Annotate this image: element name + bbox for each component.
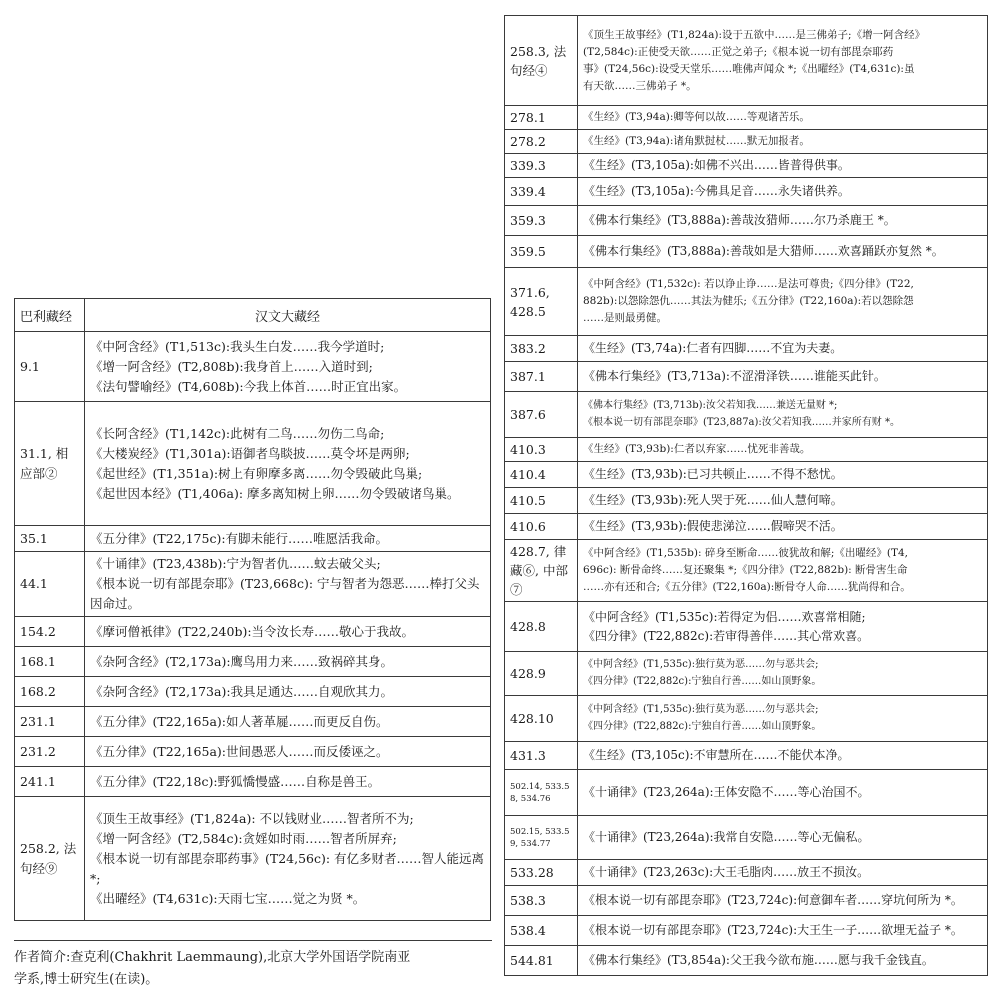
table-row: [505, 742, 988, 770]
table-row: [15, 767, 491, 797]
table-row: [505, 178, 988, 206]
parallel-text-line: 《佛本行集经》(T3,713a):不涩滑泽铁……谁能买此针。: [583, 369, 886, 383]
chinese-parallels: [85, 552, 491, 617]
pali-reference: 538.4: [505, 916, 578, 946]
parallel-text-line: 《生经》(T3,74a):仁者有四脚……不宜为夫妻。: [583, 341, 843, 355]
chinese-parallels: [85, 737, 491, 767]
table-row: [505, 438, 988, 462]
pali-reference: 154.2: [15, 617, 85, 647]
pali-reference: 35.1: [15, 526, 85, 552]
chinese-parallels: [578, 770, 988, 816]
parallel-text-line: 《四分律》(T22,882c):若审得善伴……其心常欢喜。: [583, 628, 870, 643]
pali-reference: 258.2, 法句经⑨: [15, 797, 85, 921]
table-row: [505, 860, 988, 886]
table-row: [505, 106, 988, 130]
pali-reference: 359.3: [505, 206, 578, 236]
parallel-text-line: 《根本说一切有部毘奈耶》(T23,724c):何意御车者……穿坑何所为 *。: [583, 893, 963, 907]
author-note: [14, 940, 492, 991]
parallel-text-line: 《五分律》(T22,165a):世间愚恶人……而反倭诬之。: [90, 743, 389, 759]
chinese-parallels: [85, 647, 491, 677]
parallel-text-line: 《五分律》(T22,175c):有脚未能行……唯愿活我命。: [90, 530, 389, 546]
pali-reference: 410.4: [505, 462, 578, 488]
chinese-parallels: [578, 268, 988, 336]
parallel-text-line: 《起世因本经》(T1,406a): 摩多离知树上卵……勿令毁破诸鸟巢。: [90, 485, 460, 501]
pali-reference: 410.3: [505, 438, 578, 462]
pali-reference: 538.3: [505, 886, 578, 916]
pali-reference: 278.1: [505, 106, 578, 130]
table-row: [15, 677, 491, 707]
parallel-text-line: 《五分律》(T22,165a):如人著革屣……而更反自伤。: [90, 713, 389, 729]
chinese-parallels: [578, 696, 988, 742]
table-row: [505, 154, 988, 178]
chinese-parallels: [578, 488, 988, 514]
chinese-parallels: [578, 106, 988, 130]
parallel-text-line: 《中阿含经》(T1,535b): 碎身至断命……彼犹故和解;《出曜经》(T4,: [583, 547, 909, 559]
parallel-text-line: 《顶生王故事经》(T1,824a): 不以钱财业……智者所不为;: [90, 810, 414, 826]
table-row: [505, 540, 988, 602]
parallel-text-line: 《中阿含经》(T1,535c):独行莫为恶……勿与恶共会;: [583, 659, 819, 670]
chinese-parallels: [85, 797, 491, 921]
parallel-text-line: ……亦有还和合;《五分律》(T22,160a):断骨夺人命……犹尚得和合。: [583, 581, 911, 593]
chinese-parallels: [578, 916, 988, 946]
table-row: [505, 916, 988, 946]
pali-reference: 31.1, 相应部②: [15, 402, 85, 526]
parallel-text-line: 《大楼炭经》(T1,301a):语御者鸟睒披……莫令坏是两卵;: [90, 445, 410, 461]
chinese-parallels: [85, 526, 491, 552]
chinese-parallels: [578, 392, 988, 438]
pali-reference: 231.1: [15, 707, 85, 737]
left-comparison-table: [14, 298, 491, 921]
table-row: [505, 514, 988, 540]
pali-reference: 278.2: [505, 130, 578, 154]
chinese-parallels: [578, 130, 988, 154]
chinese-parallels: [578, 886, 988, 916]
chinese-parallels: [578, 860, 988, 886]
chinese-parallels: [578, 540, 988, 602]
table-row: [505, 602, 988, 652]
parallel-text-line: 《十诵律》(T23,438b):宁为智者仇……蚊去破父头;: [90, 556, 381, 571]
right-comparison-table: [504, 15, 988, 976]
parallel-text-line: 696c): 断骨命终……复还聚集 *;《四分律》(T22,882b): 断骨害生命: [583, 564, 908, 576]
parallel-text-line: 《中阿含经》(T1,535c):若得定为侣……欢喜常相随;: [583, 609, 866, 624]
parallel-text-line: 《生经》(T3,105c):不审慧所在……不能伏本净。: [583, 748, 850, 762]
pali-reference: 387.6: [505, 392, 578, 438]
table-row: [505, 770, 988, 816]
pali-reference: 431.3: [505, 742, 578, 770]
parallel-text-line: 《杂阿含经》(T2,173a):我具足通达……自观欣其力。: [90, 683, 394, 699]
parallel-text-line: 《根本说一切有部毘奈耶》(T23,668c): 宁与智者为怨恶……棒打父头因命过。: [90, 576, 480, 611]
parallel-text-line: 《生经》(T3,93b):死人哭于死……仙人慧何啼。: [583, 493, 843, 507]
parallel-text-line: 《根本说一切有部毘奈耶》(T23,724c):大王生一子……欲埋无益子 *。: [583, 923, 963, 937]
chinese-parallels: [578, 336, 988, 362]
table-row: [505, 16, 988, 106]
table-row: [505, 946, 988, 976]
pali-reference: 44.1: [15, 552, 85, 617]
parallel-text-line: 《生经》(T3,93b):已习共顿止……不得不愁忧。: [583, 467, 843, 481]
parallel-text-line: (T2,584c):正使受天欲……正觉之弟子;《根本说一切有部毘奈耶药: [583, 45, 894, 58]
pali-reference: 168.2: [15, 677, 85, 707]
chinese-parallels: [578, 362, 988, 392]
chinese-parallels: [578, 462, 988, 488]
table-row: [505, 236, 988, 268]
pali-reference: 544.81: [505, 946, 578, 976]
pali-reference: 410.6: [505, 514, 578, 540]
table-row: [505, 816, 988, 860]
chinese-parallels: [578, 742, 988, 770]
pali-reference: 428.10: [505, 696, 578, 742]
parallel-text-line: 《生经》(T3,105a):今佛具足音……永失诸供养。: [583, 184, 850, 198]
chinese-parallels: [578, 236, 988, 268]
table-row: [505, 696, 988, 742]
chinese-parallels: [85, 402, 491, 526]
table-row: [505, 462, 988, 488]
parallel-text-line: 《佛本行集经》(T3,888a):善哉汝猎师……尔乃杀鹿王 *。: [583, 213, 896, 227]
pali-reference: 168.1: [15, 647, 85, 677]
parallel-text-line: 《生经》(T3,93b):仁者以弃家……忧死非善哉。: [583, 443, 811, 455]
pali-reference: 428.7, 律藏⑥, 中部⑦: [505, 540, 578, 602]
chinese-parallels: [85, 617, 491, 647]
parallel-text-line: 《五分律》(T22,18c):野狐憍慢盛……自称是兽王。: [90, 773, 381, 789]
chinese-parallels: [578, 206, 988, 236]
pali-reference: 533.28: [505, 860, 578, 886]
chinese-parallels: [578, 178, 988, 206]
pali-reference: 410.5: [505, 488, 578, 514]
chinese-parallels: [85, 332, 491, 402]
table-row: [15, 332, 491, 402]
table-row: [505, 336, 988, 362]
parallel-text-line: 《十诵律》(T23,264a):王体安隐不……等心治国不。: [583, 785, 870, 799]
pali-reference: 231.2: [15, 737, 85, 767]
table-row: [505, 652, 988, 696]
pali-reference: 9.1: [15, 332, 85, 402]
chinese-parallels: [578, 438, 988, 462]
parallel-text-line: 《佛本行集经》(T3,713b):汝父若知我……兼送无量财 *;: [583, 400, 838, 411]
parallel-text-line: 《中阿含经》(T1,535c):独行莫为恶……勿与恶共会;: [583, 704, 819, 715]
parallel-text-line: 《摩诃僧衹律》(T22,240b):当令汝长寿……敬心于我故。: [90, 623, 415, 639]
parallel-text-line: 《根本说一切有部毘奈耶》(T23,887a):汝父若知我……并家所有财 *。: [583, 416, 900, 428]
pali-reference: 387.1: [505, 362, 578, 392]
pali-reference: 258.3, 法句经④: [505, 16, 578, 106]
parallel-text-line: 有天欲……三佛弟子 *。: [583, 79, 697, 92]
pali-reference: 339.4: [505, 178, 578, 206]
table-row: [505, 392, 988, 438]
header-pali-canon: 巴利藏经: [15, 299, 85, 332]
chinese-parallels: [578, 154, 988, 178]
table-row: [15, 647, 491, 677]
pali-reference: 428.9: [505, 652, 578, 696]
pali-reference: 359.5: [505, 236, 578, 268]
chinese-parallels: [578, 816, 988, 860]
chinese-parallels: [85, 767, 491, 797]
pali-reference: 383.2: [505, 336, 578, 362]
pali-reference: 502.14, 533.5 8, 534.76: [505, 770, 578, 816]
parallel-text-line: 《生经》(T3,94a):卿等何以故……等观诸苦乐。: [583, 111, 810, 123]
pali-reference: 502.15, 533.5 9, 534.77: [505, 816, 578, 860]
table-header-row: [15, 299, 491, 332]
parallel-text-line: 《生经》(T3,93b):假使悲涕泣……假啼哭不活。: [583, 519, 843, 533]
parallel-text-line: 《四分律》(T22,882c):宁独自行善……如山顶野象。: [583, 720, 822, 732]
pali-reference: 241.1: [15, 767, 85, 797]
chinese-parallels: [578, 16, 988, 106]
pali-reference: 371.6, 428.5: [505, 268, 578, 336]
parallel-text-line: 882b):以怨除怨仇……其法为健乐;《五分律》(T22,160a):若以怨除怨: [583, 295, 914, 307]
parallel-text-line: 《生经》(T3,105a):如佛不兴出……皆普得供事。: [583, 158, 850, 172]
table-row: [505, 130, 988, 154]
parallel-text-line: 《佛本行集经》(T3,888a):善哉如是大猎师……欢喜踊跃亦复然 *。: [583, 244, 944, 258]
parallel-text-line: 《生经》(T3,94a):诸角默挝杖……默无加报者。: [583, 135, 810, 147]
table-row: [505, 362, 988, 392]
chinese-parallels: [578, 652, 988, 696]
table-row: [505, 886, 988, 916]
table-row: [505, 268, 988, 336]
table-row: [15, 402, 491, 526]
parallel-text-line: 《根本说一切有部毘奈耶药事》(T24,56c): 有亿多财者……智人能远离 *;: [90, 850, 485, 886]
parallel-text-line: 《四分律》(T22,882c):宁独自行善……如山顶野象。: [583, 675, 822, 687]
chinese-parallels: [578, 602, 988, 652]
parallel-text-line: 《起世经》(T1,351a):树上有卵摩多离……勿令毁破此鸟巢;: [90, 465, 423, 481]
table-row: [15, 552, 491, 617]
parallel-text-line: 《佛本行集经》(T3,854a):父王我今欲布施……愿与我千金钱直。: [583, 953, 934, 967]
chinese-parallels: [578, 946, 988, 976]
table-row: [505, 488, 988, 514]
parallel-text-line: 《杂阿含经》(T2,173a):鹰鸟用力来……致祸碎其身。: [90, 653, 394, 669]
parallel-text-line: 事》(T24,56c):设受天堂乐……唯佛声闻众 *;《出曜经》(T4,631c):虽: [583, 62, 915, 75]
author-note-line-1: 作者简介:查克利(Chakhrit Laemmaung),北京大学外国语学院南亚: [14, 950, 411, 965]
table-row: [15, 617, 491, 647]
parallel-text-line: 《中阿含经》(T1,513c):我头生白发……我今学道时;: [90, 338, 385, 354]
parallel-text-line: 《十诵律》(T23,264a):我常自安隐……等心无偏私。: [583, 830, 870, 844]
parallel-text-line: 《长阿含经》(T1,142c):此树有二鸟……勿伤二鸟命;: [90, 425, 385, 441]
parallel-text-line: ……是则最勇健。: [583, 312, 667, 324]
pali-reference: 339.3: [505, 154, 578, 178]
parallel-text-line: 《增一阿含经》(T2,808b):我身首上……入道时到;: [90, 358, 373, 374]
parallel-text-line: 《出曜经》(T4,631c):天雨七宝……觉之为贤 *。: [90, 890, 366, 906]
pali-reference: 428.8: [505, 602, 578, 652]
table-row: [15, 737, 491, 767]
parallel-text-line: 《顶生王故事经》(T1,824a):设于五欲中……是三佛弟子;《增一阿含经》: [583, 28, 926, 41]
table-row: [505, 206, 988, 236]
table-row: [15, 526, 491, 552]
chinese-parallels: [578, 514, 988, 540]
table-row: [15, 707, 491, 737]
parallel-text-line: 《十诵律》(T23,263c):大王毛脂肉……放王不损汝。: [583, 865, 870, 879]
table-row: [15, 797, 491, 921]
chinese-parallels: [85, 707, 491, 737]
author-note-line-2: 学系,博士研究生(在读)。: [14, 972, 159, 987]
parallel-text-line: 《中阿含经》(T1,532c): 若以诤止诤……是法可尊贵;《四分律》(T22,: [583, 278, 914, 290]
chinese-parallels: [85, 677, 491, 707]
parallel-text-line: 《增一阿含经》(T2,584c):贪婬如时雨……智者所屏弃;: [90, 830, 397, 846]
parallel-text-line: 《法句譬喻经》(T4,608b):今我上体首……时正宜出家。: [90, 378, 407, 394]
header-chinese-canon: 汉文大藏经: [85, 299, 491, 332]
